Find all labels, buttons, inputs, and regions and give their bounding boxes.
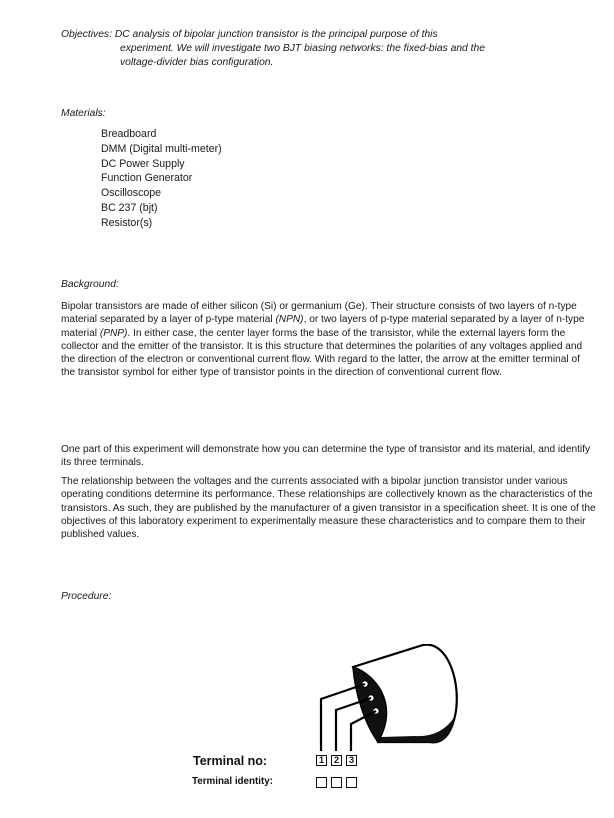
terminal-number-box: 1 [316,755,327,766]
objectives-line-1: DC analysis of bipolar junction transistor is the principal purpose of this [114,29,438,40]
background-paragraph-3: The relationship between the voltages and the currents associated with a bipolar junction transistor under various operating conditions determine its performance. These relationships are collectively known as the characteristics of the transistors. As such, they are published by the manufacturer of a given transistor in a specification sheet. It is one of the objectives of this laboratory experiment to experimentally measure these characteristics and to compare them to their published values. [61,476,596,541]
transistor-terminal-figure [190,644,510,794]
transistor-diagram [190,644,510,794]
materials-item: DMM (Digital multi-meter) [101,142,222,155]
procedure-heading: Procedure: [61,591,112,602]
terminal-identity-box[interactable] [346,777,357,788]
materials-item: Breadboard [101,128,157,140]
terminal-identity-label: Terminal identity: [192,776,273,787]
materials-item: Function Generator [101,172,193,185]
npn-term: (NPN) [275,314,304,326]
background-p1-text-a: Bipolar transistors are made of either silicon (Si) or germanium (Ge). Their structure consists of two layers of n-type material separated by a layer of p-type material [61,301,577,326]
terminal-no-label: Terminal no: [193,754,268,768]
terminal-identity-box[interactable] [331,777,342,788]
objectives-section [61,28,591,70]
objectives-label: Objectives: [61,29,112,40]
materials-item: Resistor(s) [101,216,153,229]
background-p1-text-c: . In either case, the center layer forms the base of the transistor, while the external layers form the collector and the emitter of the transistor. It is this structure that determines the polarities of any voltages applied and the direction of the electron or conventional current flow. With regard to the latter, the arrow at the emitter terminal of the transistor symbol for either type of transistor points in the direction of conventional current flow. [61,327,583,379]
materials-item: BC 237 (bjt) [101,201,158,214]
materials-item: Oscilloscope [101,187,162,200]
terminal-number-box: 3 [346,755,357,766]
materials-list [101,127,222,231]
background-paragraph-1 [61,300,596,380]
materials-item: DC Power Supply [101,157,185,170]
objectives-line-2: experiment. We will investigate two BJT biasing networks: the fixed-bias and the [120,43,485,54]
terminal-number-box: 2 [331,755,342,766]
pnp-term: (PNP) [99,327,128,339]
terminal-identity-box[interactable] [316,777,327,788]
background-heading: Background: [61,279,119,290]
background-paragraph-2: One part of this experiment will demonstrate how you can determine the type of transistor and its material, and identify its three terminals. [61,444,591,469]
objectives-line-3: voltage-divider bias configuration. [120,57,274,68]
materials-heading: Materials: [61,108,106,119]
background-p1-text-b: , or two layers of p-type material separated by a layer of n-type material [61,314,585,339]
